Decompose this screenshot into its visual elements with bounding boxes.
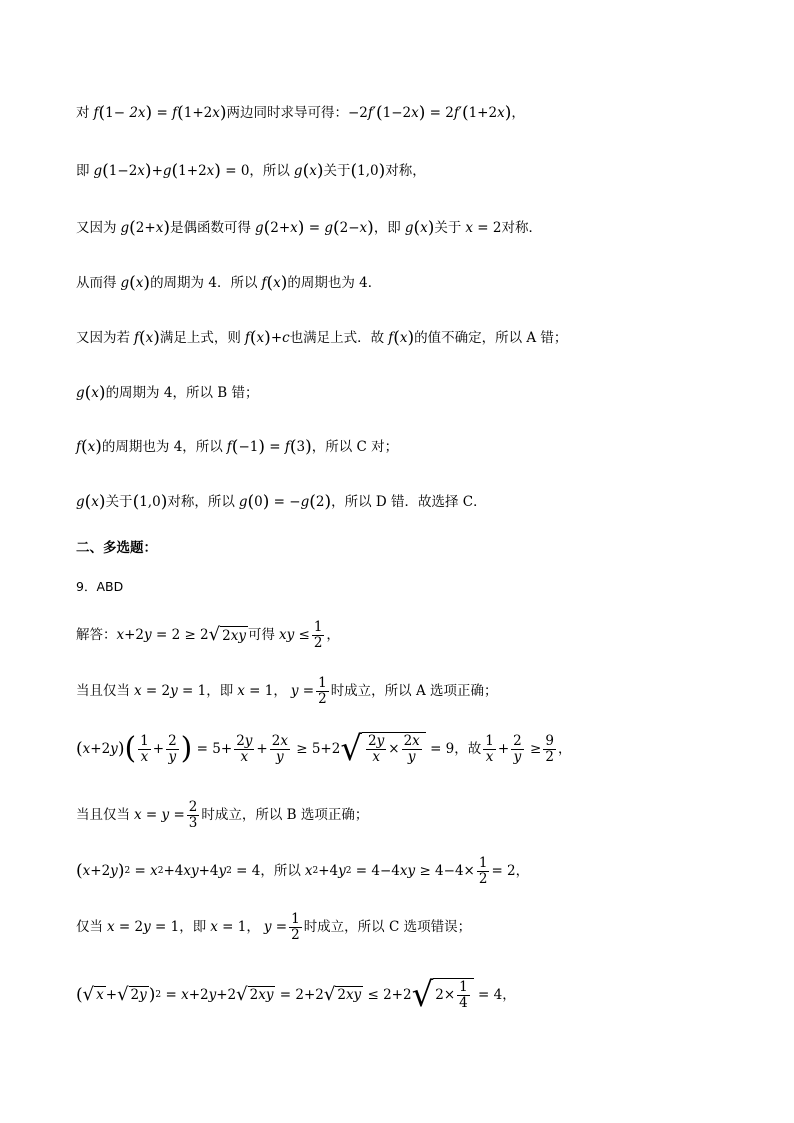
q9-answer: 9．ABD	[76, 579, 124, 594]
q9-solution-line-7: ( √ x + √ 2 y ) 2 = x +2 y +2 √ 2 xy = 2+2 √ 2 xy ≤ 2+2 √ 2× $\frac{1}{4}$ = 4 ，	[76, 975, 516, 1015]
solution-line-3: 又因为 g ( 2+ x ) 是偶函数可得 g ( 2+ x ) = g ( 2− x ) ，即 g ( x ) 关于 x = 2 对称．	[76, 218, 542, 238]
solution-line-6: g ( x ) 的周期为 4，所以 B 错；	[76, 383, 259, 403]
section-title: 二、多选题：	[76, 540, 157, 556]
solution-line-7: f ( x ) 的周期也为 4，所以 f ( −1 ) = f ( 3 ) ，所以 C 对；	[76, 437, 399, 457]
q9-solution-line-6: 仅当 x = 2 y = 1 ，即 x = 1 ， y = $\frac{1}{2}$ 时成立，所以 C 选项错误；	[76, 911, 472, 943]
solution-line-4: 从而得 g ( x ) 的周期为 4．所以 f ( x ) 的周期也为 4．	[76, 273, 382, 293]
text: 对	[76, 105, 90, 122]
text: 两边同时求导可得：	[226, 105, 348, 122]
q9-solution-line-2: 当且仅当 x = 2 y = 1 ，即 x = 1 ， y = $\frac{1}{2}$ 时成立，所以 A 选项正确；	[76, 675, 498, 707]
solution-line-1: 对 f ( 1− 2x ) = f ( 1+2 x ) 两边同时求导可得： −2 f ′ ( 1−2 x ) = 2 f ′ ( 1+2 x ) ，	[76, 103, 525, 123]
q9-solution-line-3: ( x +2 y ) ( $\frac{1}{x}$ + $\frac{2}{y}$ ) = 5+ $\frac{2y}{x}$ + $\frac{2x}{y}$ ≥ 5+2 √ $\frac{2y}{x}$ × $\frac{2x}{y}$ = 9 ，故 $\frac{1}{x}$ + $\frac{2}{y}$ ≥ $\frac{9}{2}$ ，	[76, 729, 572, 769]
q9-solution-line-4: 当且仅当 x = y = $\frac{2}{3}$ 时成立，所以 B 选项正确；	[76, 799, 369, 831]
solution-line-2: 即 g ( 1−2 x ) + g ( 1+2 x ) = 0 ，所以 g ( x ) 关于 ( 1,0 ) 对称，	[76, 161, 426, 181]
solution-line-5: 又因为若 f ( x ) 满足上式，则 f ( x ) + c 也满足上式．故 f ( x ) 的值不确定，所以 A 错；	[76, 328, 568, 348]
solution-line-8: g ( x ) 关于 ( 1,0 ) 对称，所以 g ( 0 ) = − g ( 2 ) ，所以 D 错．故选择 C．	[76, 492, 487, 512]
q9-solution-line-1: 解答： x +2 y = 2 ≥ 2 √ 2 xy 可得 xy ≤ $\frac{1}{2}$ ，	[76, 619, 340, 651]
q9-solution-line-5: ( x +2 y ) 2 = x 2 +4 xy +4 y 2 = 4 ，所以 x 2 +4 y 2 = 4−4 xy ≥ 4−4× $\frac{1}{2}$ = 2 ，	[76, 855, 530, 887]
